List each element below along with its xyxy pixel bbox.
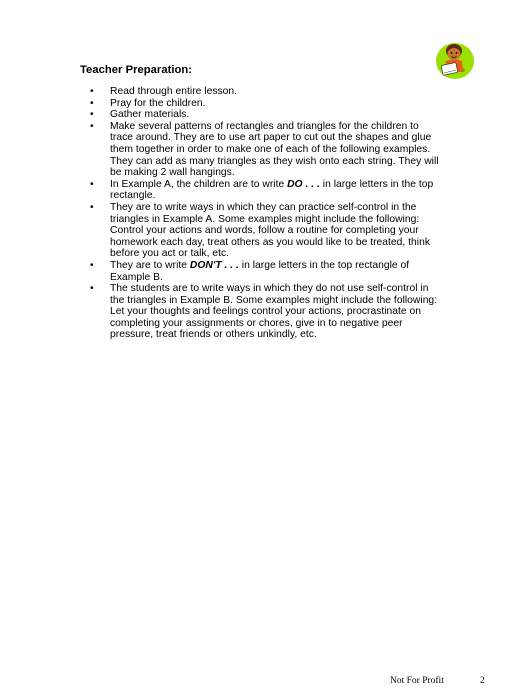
list-item: [80, 283, 440, 341]
list-item: [80, 121, 440, 179]
bullet-marker: •: [90, 178, 94, 190]
list-item: [80, 109, 440, 121]
list-item-text: Read through entire lesson.: [110, 86, 238, 97]
list-item: [80, 86, 440, 98]
bullet-marker: •: [90, 201, 94, 213]
list-item: [80, 202, 440, 260]
bullet-marker: •: [90, 86, 94, 97]
bullet-marker: •: [90, 109, 94, 121]
list-item-text: They are to write ways in which they can practice self-control in the triangles in Example A. Some examples might include the following: Control your actions and words, follow a routine for completing your homework each day, treat others as you would like to be treated, think before you act or talk, etc.: [110, 201, 431, 260]
clipart-face: [448, 48, 461, 60]
emphasis-do: DO . . .: [287, 178, 320, 190]
bullet-marker: •: [90, 97, 94, 109]
footer-label: Not For Profit: [390, 676, 444, 686]
clipart-hand: [459, 68, 465, 72]
bullet-marker: •: [90, 120, 94, 132]
section-heading: Teacher Preparation:: [80, 64, 193, 76]
bullet-marker: •: [90, 259, 94, 271]
clipart-eye-left: [451, 52, 453, 54]
list-item-text-end: in large letters in the top rectangle.: [110, 178, 434, 202]
list-item-text: The students are to write ways in which they do not use self-control in the triangles in Example B. Some examples might include the following: Let your thoughts and feelings control your actions, procrastinate on completing your assignments or chores, give in to negative peer pressure, treat friends or others unkindly, etc.: [110, 283, 438, 341]
child-with-book-icon: [432, 40, 476, 80]
list-item-text-end: in large letters in the top rectangle of Example B.: [110, 259, 410, 283]
list-item-text-start: They are to write: [110, 259, 190, 271]
clipart-graphic: [432, 40, 476, 80]
preparation-list: [80, 86, 440, 341]
list-item-text-start: In Example A, the children are to write: [110, 178, 288, 190]
emphasis-dont: DON'T . . .: [189, 259, 239, 271]
page-number: 2: [480, 676, 485, 686]
list-item: [80, 179, 440, 202]
list-item: [80, 260, 440, 283]
list-item: [80, 98, 440, 110]
list-item-text: Gather materials.: [110, 109, 190, 121]
list-item-text: Make several patterns of rectangles and triangles for the children to trace around. They are to use art paper to cut out the shapes and glue them together in order to make one of each of the following examples. They can add as many triangles as they wish onto each string. They will be making 2 wall hangings.: [110, 120, 439, 179]
list-item-text: Pray for the children.: [110, 97, 206, 109]
clipart-eye-right: [456, 52, 458, 54]
bullet-marker: •: [90, 283, 94, 295]
page-footer: [390, 674, 490, 688]
